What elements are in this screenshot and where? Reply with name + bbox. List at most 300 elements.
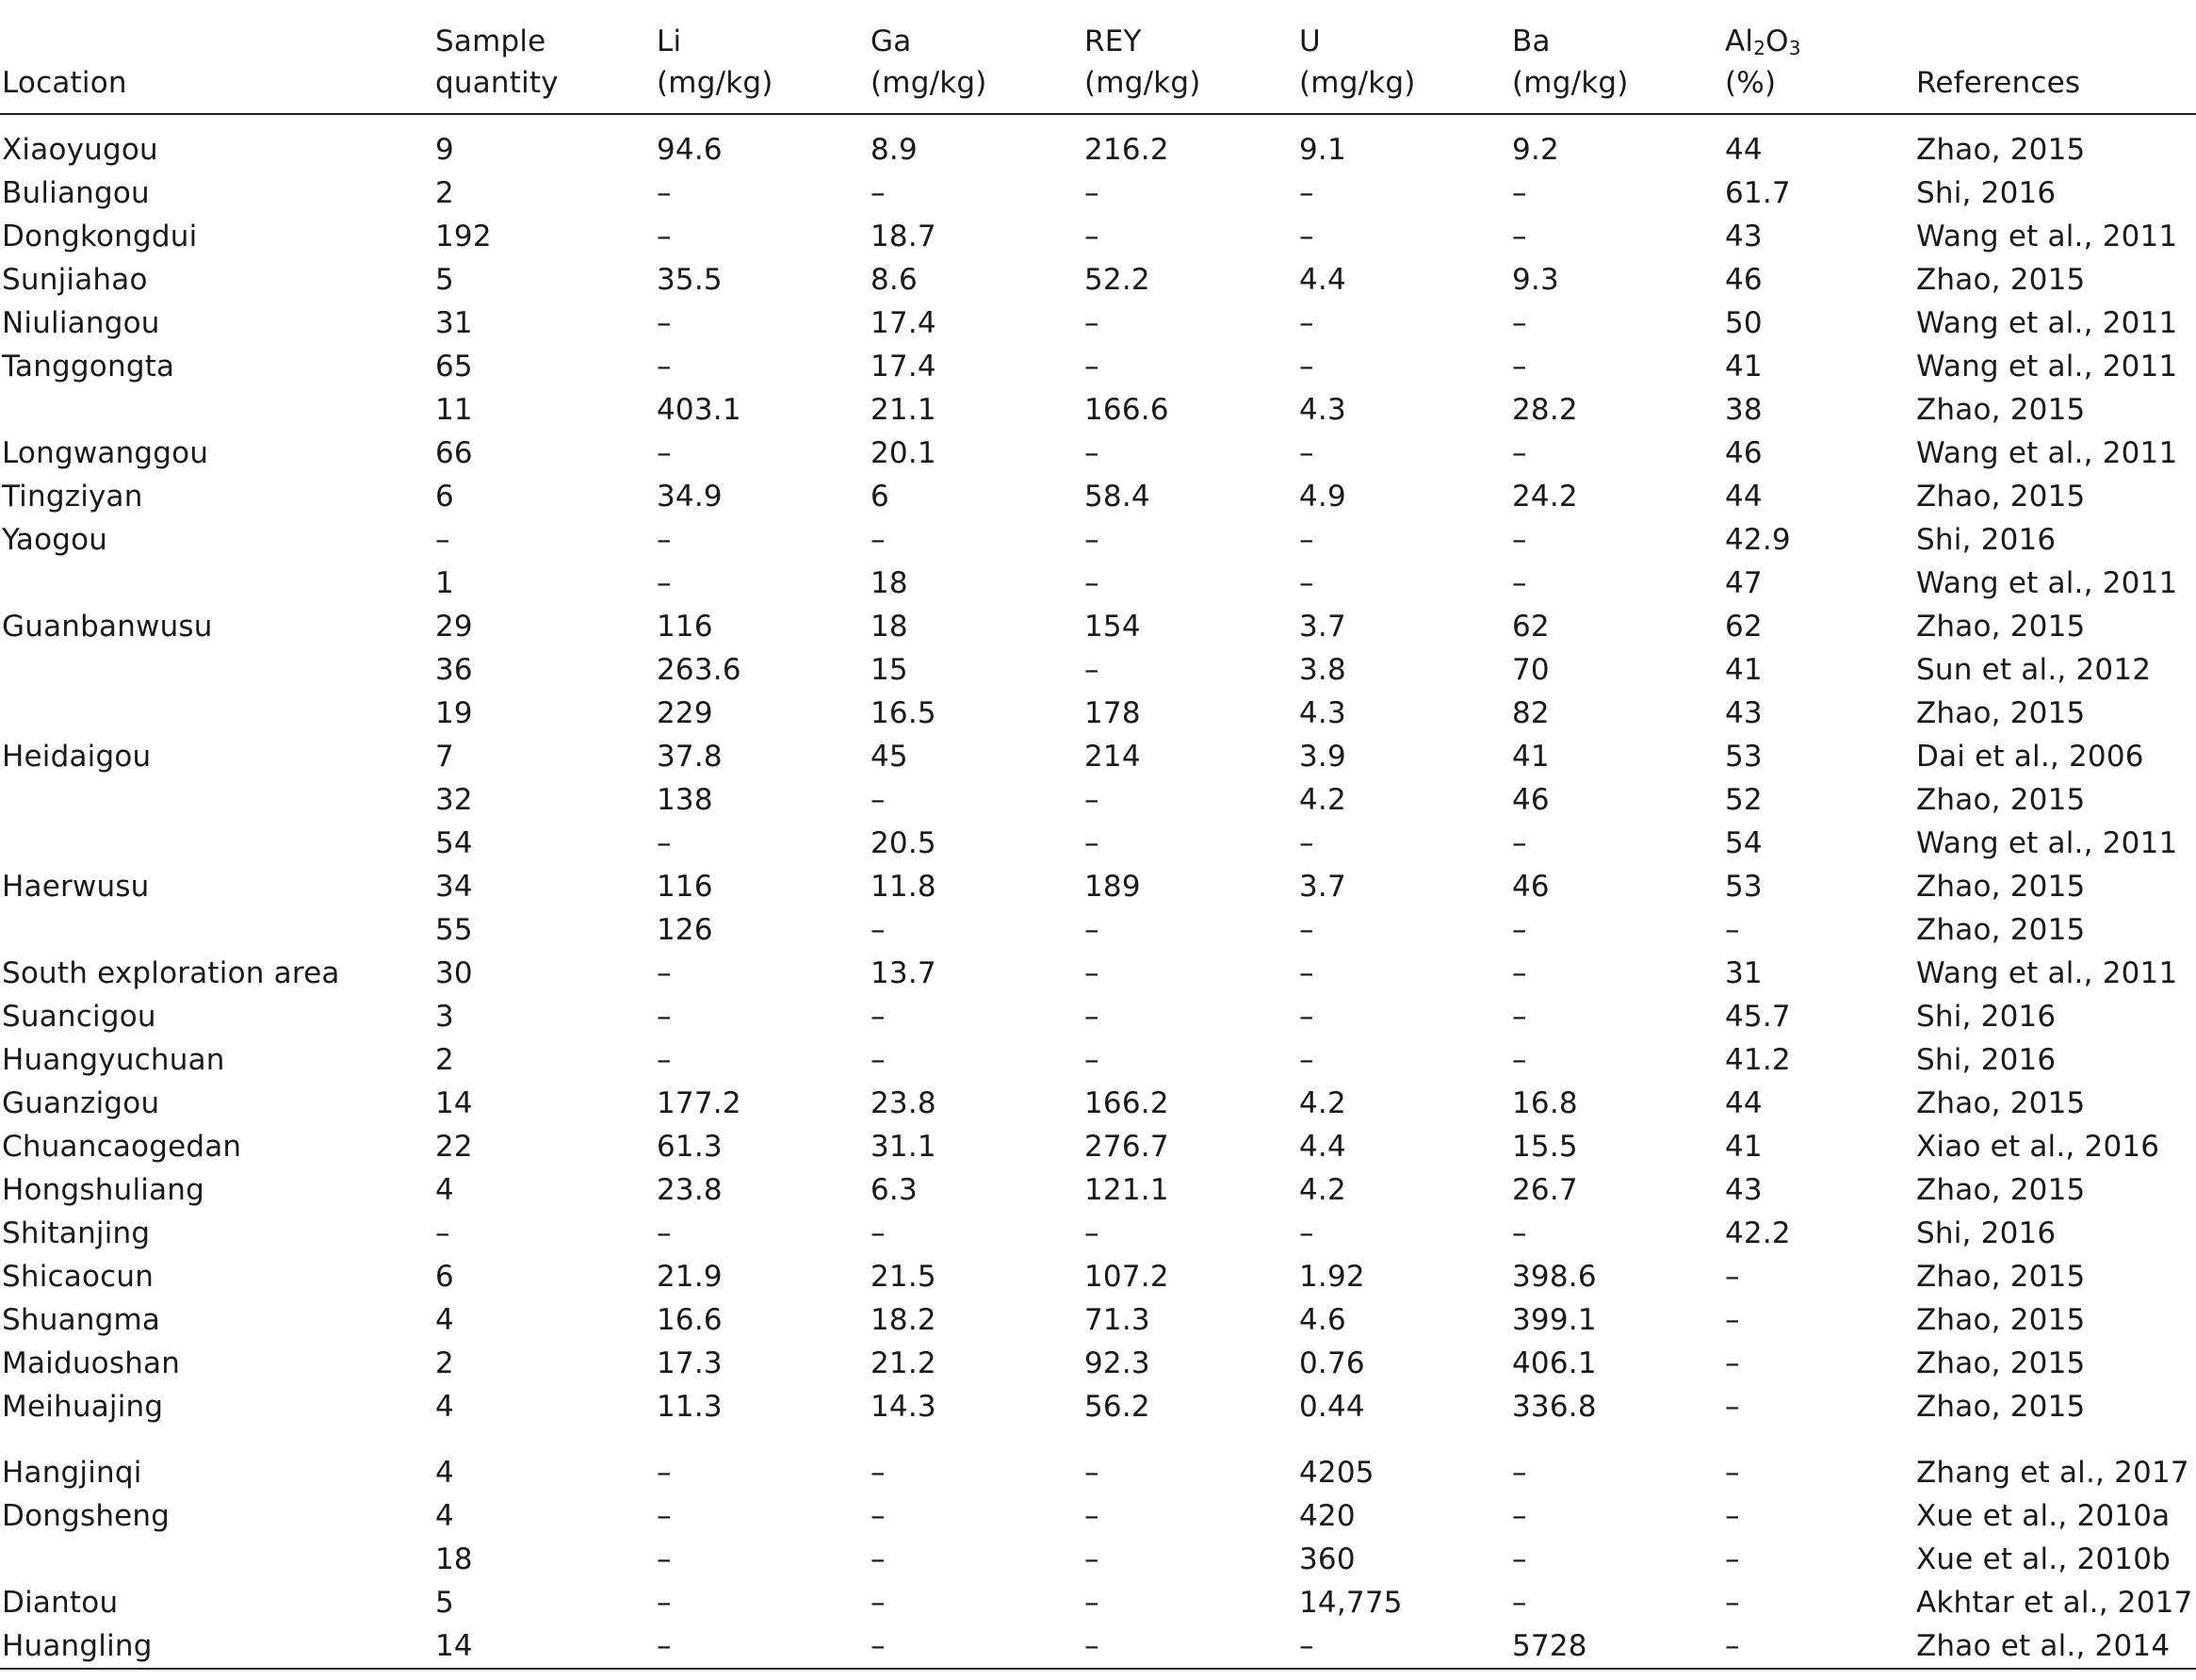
table-bottom-rule bbox=[0, 1668, 2196, 1670]
cell-ba: – bbox=[1512, 1043, 1527, 1077]
cell-sample-quantity: 65 bbox=[435, 350, 473, 383]
cell-al2o3: 42.9 bbox=[1725, 523, 1791, 557]
cell-al2o3: 45.7 bbox=[1725, 1000, 1791, 1034]
table-row bbox=[0, 995, 2196, 1038]
cell-ga: – bbox=[870, 1216, 886, 1250]
cell-reference: Wang et al., 2011 bbox=[1916, 826, 2178, 860]
header-location: Location bbox=[0, 0, 435, 114]
cell-rey: 154 bbox=[1084, 610, 1141, 644]
cell-reference: Xue et al., 2010a bbox=[1916, 1499, 2171, 1533]
cell-location: Diantou bbox=[2, 1586, 119, 1620]
cell-li: – bbox=[657, 956, 672, 990]
table-row bbox=[0, 1342, 2196, 1385]
cell-rey: – bbox=[1084, 350, 1099, 383]
cell-ba: – bbox=[1512, 523, 1527, 557]
cell-u: 0.76 bbox=[1299, 1346, 1365, 1380]
cell-sample-quantity: 14 bbox=[435, 1629, 473, 1663]
cell-sample-quantity: 22 bbox=[435, 1130, 473, 1164]
cell-li: – bbox=[657, 826, 672, 860]
cell-reference: Wang et al., 2011 bbox=[1916, 956, 2178, 990]
cell-ba: – bbox=[1512, 350, 1527, 383]
cell-location bbox=[0, 648, 435, 692]
cell-reference: Wang et al., 2011 bbox=[1916, 436, 2178, 470]
cell-ga: 18.7 bbox=[870, 220, 936, 253]
cell-ba: – bbox=[1512, 1000, 1527, 1034]
cell-rey: 214 bbox=[1084, 740, 1141, 774]
cell-rey: – bbox=[1084, 653, 1099, 687]
cell-reference: Wang et al., 2011 bbox=[1916, 566, 2178, 600]
cell-sample-quantity: 29 bbox=[435, 610, 473, 644]
cell-ga: 20.1 bbox=[870, 436, 936, 470]
cell-rey: 52.2 bbox=[1084, 263, 1150, 297]
cell-location: Huangyuchuan bbox=[2, 1043, 225, 1077]
table-row bbox=[0, 1212, 2196, 1255]
cell-ga: 17.4 bbox=[870, 306, 936, 340]
cell-u: – bbox=[1299, 523, 1314, 557]
cell-location: Guanbanwusu bbox=[2, 610, 213, 644]
cell-al2o3: – bbox=[1725, 1542, 1740, 1576]
cell-sample-quantity: 66 bbox=[435, 436, 473, 470]
cell-reference: Xiao et al., 2016 bbox=[1916, 1130, 2160, 1164]
cell-rey: – bbox=[1084, 1629, 1099, 1663]
cell-location: Guanzigou bbox=[2, 1086, 160, 1120]
cell-u: 9.1 bbox=[1299, 133, 1346, 167]
cell-rey: 276.7 bbox=[1084, 1130, 1169, 1164]
cell-reference: Zhao, 2015 bbox=[1916, 393, 2086, 427]
cell-sample-quantity: 34 bbox=[435, 870, 473, 904]
cell-ba: 82 bbox=[1512, 696, 1550, 730]
cell-ba: 15.5 bbox=[1512, 1130, 1578, 1164]
cell-rey: – bbox=[1084, 956, 1099, 990]
table-row bbox=[0, 1168, 2196, 1212]
cell-rey: – bbox=[1084, 220, 1099, 253]
cell-sample-quantity: 4 bbox=[435, 1456, 454, 1490]
cell-ga: 18 bbox=[870, 566, 908, 600]
cell-sample-quantity: 4 bbox=[435, 1499, 454, 1533]
cell-ba: – bbox=[1512, 306, 1527, 340]
cell-al2o3: 41 bbox=[1725, 350, 1763, 383]
cell-sample-quantity: 192 bbox=[435, 220, 492, 253]
cell-u: 4205 bbox=[1299, 1456, 1375, 1490]
cell-reference: Zhao, 2015 bbox=[1916, 696, 2086, 730]
table-row bbox=[0, 345, 2196, 388]
cell-sample-quantity: 2 bbox=[435, 1043, 454, 1077]
cell-u: 4.2 bbox=[1299, 783, 1346, 817]
table-row bbox=[0, 388, 2196, 432]
cell-rey: 121.1 bbox=[1084, 1173, 1169, 1207]
cell-sample-quantity: 2 bbox=[435, 176, 454, 210]
cell-li: 61.3 bbox=[657, 1130, 723, 1164]
cell-rey: – bbox=[1084, 913, 1099, 947]
cell-li: – bbox=[657, 1542, 672, 1576]
cell-reference: Wang et al., 2011 bbox=[1916, 306, 2178, 340]
cell-location bbox=[0, 822, 435, 865]
cell-u: – bbox=[1299, 913, 1314, 947]
table-header-row bbox=[0, 0, 2196, 114]
cell-sample-quantity: 5 bbox=[435, 263, 454, 297]
cell-ga: – bbox=[870, 1043, 886, 1077]
cell-li: 17.3 bbox=[657, 1346, 723, 1380]
table-row bbox=[0, 1298, 2196, 1342]
cell-reference: Wang et al., 2011 bbox=[1916, 220, 2178, 253]
cell-ga: – bbox=[870, 913, 886, 947]
cell-ga: 14.3 bbox=[870, 1390, 936, 1424]
cell-ba: 24.2 bbox=[1512, 480, 1578, 514]
cell-u: 4.2 bbox=[1299, 1086, 1346, 1120]
cell-li: 34.9 bbox=[657, 480, 723, 514]
cell-u: – bbox=[1299, 350, 1314, 383]
cell-u: 3.7 bbox=[1299, 610, 1346, 644]
cell-al2o3: 43 bbox=[1725, 696, 1763, 730]
cell-li: 229 bbox=[657, 696, 713, 730]
cell-location bbox=[0, 388, 435, 432]
cell-li: – bbox=[657, 436, 672, 470]
cell-al2o3: 52 bbox=[1725, 783, 1763, 817]
cell-rey: 166.2 bbox=[1084, 1086, 1169, 1120]
cell-rey: – bbox=[1084, 436, 1099, 470]
cell-u: 4.2 bbox=[1299, 1173, 1346, 1207]
cell-location: Chuancaogedan bbox=[2, 1130, 242, 1164]
cell-li: 11.3 bbox=[657, 1390, 723, 1424]
cell-location: Maiduoshan bbox=[2, 1346, 181, 1380]
cell-location: Shitanjing bbox=[2, 1216, 151, 1250]
cell-li: 37.8 bbox=[657, 740, 723, 774]
cell-ba: 46 bbox=[1512, 783, 1550, 817]
cell-rey: 58.4 bbox=[1084, 480, 1150, 514]
cell-ba: – bbox=[1512, 1586, 1527, 1620]
cell-ba: 16.8 bbox=[1512, 1086, 1578, 1120]
cell-location: Hangjinqi bbox=[2, 1456, 142, 1490]
cell-reference: Zhao, 2015 bbox=[1916, 783, 2086, 817]
cell-ba: – bbox=[1512, 913, 1527, 947]
table-row bbox=[0, 1385, 2196, 1428]
cell-al2o3: – bbox=[1725, 1346, 1740, 1380]
table-row bbox=[0, 605, 2196, 648]
cell-u: 3.7 bbox=[1299, 870, 1346, 904]
cell-al2o3: – bbox=[1725, 913, 1740, 947]
cell-al2o3: – bbox=[1725, 1629, 1740, 1663]
cell-location: Xiaoyugou bbox=[2, 133, 158, 167]
table-body bbox=[0, 114, 2196, 1668]
cell-reference: Dai et al., 2006 bbox=[1916, 740, 2144, 774]
cell-reference: Zhao, 2015 bbox=[1916, 1390, 2086, 1424]
cell-reference: Zhao, 2015 bbox=[1916, 480, 2086, 514]
cell-li: 263.6 bbox=[657, 653, 741, 687]
cell-al2o3: 44 bbox=[1725, 480, 1763, 514]
cell-sample-quantity: 9 bbox=[435, 133, 454, 167]
cell-sample-quantity: 18 bbox=[435, 1542, 473, 1576]
cell-rey: – bbox=[1084, 523, 1099, 557]
cell-li: – bbox=[657, 350, 672, 383]
cell-ga: 8.9 bbox=[870, 133, 918, 167]
cell-ga: 15 bbox=[870, 653, 908, 687]
cell-ba: 398.6 bbox=[1512, 1260, 1597, 1294]
cell-u: 4.3 bbox=[1299, 696, 1346, 730]
cell-ga: – bbox=[870, 1629, 886, 1663]
cell-rey: – bbox=[1084, 1542, 1099, 1576]
cell-reference: Zhao, 2015 bbox=[1916, 1260, 2086, 1294]
cell-location: Suancigou bbox=[2, 1000, 156, 1034]
cell-rey: – bbox=[1084, 176, 1099, 210]
cell-li: – bbox=[657, 1586, 672, 1620]
cell-al2o3: 44 bbox=[1725, 1086, 1763, 1120]
table-row bbox=[0, 648, 2196, 692]
cell-al2o3: 50 bbox=[1725, 306, 1763, 340]
cell-location: Dongkongdui bbox=[2, 220, 198, 253]
cell-li: – bbox=[657, 1629, 672, 1663]
cell-reference: Zhao, 2015 bbox=[1916, 610, 2086, 644]
cell-al2o3: 47 bbox=[1725, 566, 1763, 600]
cell-ba: – bbox=[1512, 1542, 1527, 1576]
table-row bbox=[0, 822, 2196, 865]
cell-al2o3: 53 bbox=[1725, 870, 1763, 904]
cell-rey: 189 bbox=[1084, 870, 1141, 904]
cell-u: 4.3 bbox=[1299, 393, 1346, 427]
cell-li: 177.2 bbox=[657, 1086, 741, 1120]
table-row bbox=[0, 1428, 2196, 1494]
table-row bbox=[0, 778, 2196, 822]
cell-li: 21.9 bbox=[657, 1260, 723, 1294]
cell-sample-quantity: 30 bbox=[435, 956, 473, 990]
cell-rey: 56.2 bbox=[1084, 1390, 1150, 1424]
cell-reference: Shi, 2016 bbox=[1916, 176, 2057, 210]
cell-li: 94.6 bbox=[657, 133, 723, 167]
cell-location bbox=[0, 562, 435, 605]
cell-li: – bbox=[657, 1000, 672, 1034]
cell-u: 0.44 bbox=[1299, 1390, 1365, 1424]
cell-location: Dongsheng bbox=[2, 1499, 171, 1533]
cell-u: 420 bbox=[1299, 1499, 1356, 1533]
cell-al2o3: – bbox=[1725, 1586, 1740, 1620]
cell-ga: – bbox=[870, 1586, 886, 1620]
table-row bbox=[0, 1082, 2196, 1125]
cell-reference: Zhao, 2015 bbox=[1916, 133, 2086, 167]
cell-reference: Zhao, 2015 bbox=[1916, 870, 2086, 904]
cell-ga: – bbox=[870, 1456, 886, 1490]
cell-u: – bbox=[1299, 956, 1314, 990]
cell-al2o3: 42.2 bbox=[1725, 1216, 1791, 1250]
cell-ba: 26.7 bbox=[1512, 1173, 1578, 1207]
cell-ga: – bbox=[870, 1000, 886, 1034]
cell-location: Haerwusu bbox=[2, 870, 150, 904]
cell-ba: – bbox=[1512, 1216, 1527, 1250]
cell-reference: Zhao, 2015 bbox=[1916, 1303, 2086, 1337]
cell-al2o3: – bbox=[1725, 1260, 1740, 1294]
cell-location: Yaogou bbox=[2, 523, 108, 557]
cell-li: 35.5 bbox=[657, 263, 723, 297]
cell-ba: – bbox=[1512, 956, 1527, 990]
cell-li: – bbox=[657, 1499, 672, 1533]
cell-location bbox=[0, 692, 435, 735]
cell-rey: 92.3 bbox=[1084, 1346, 1150, 1380]
cell-rey: – bbox=[1084, 826, 1099, 860]
cell-location: Longwanggou bbox=[2, 436, 209, 470]
cell-al2o3: 46 bbox=[1725, 436, 1763, 470]
cell-sample-quantity: 11 bbox=[435, 393, 473, 427]
cell-ba: 70 bbox=[1512, 653, 1550, 687]
cell-al2o3: 46 bbox=[1725, 263, 1763, 297]
cell-rey: 166.6 bbox=[1084, 393, 1169, 427]
cell-reference: Shi, 2016 bbox=[1916, 1043, 2057, 1077]
cell-li: – bbox=[657, 1216, 672, 1250]
cell-li: – bbox=[657, 566, 672, 600]
cell-reference: Shi, 2016 bbox=[1916, 1216, 2057, 1250]
cell-al2o3: – bbox=[1725, 1499, 1740, 1533]
header-ga: Ga (mg/kg) bbox=[870, 0, 1084, 114]
cell-rey: 107.2 bbox=[1084, 1260, 1169, 1294]
cell-rey: – bbox=[1084, 1216, 1099, 1250]
cell-location: Hongshuliang bbox=[2, 1173, 204, 1207]
cell-ga: – bbox=[870, 1542, 886, 1576]
cell-al2o3: – bbox=[1725, 1456, 1740, 1490]
cell-ga: 17.4 bbox=[870, 350, 936, 383]
cell-ba: 9.3 bbox=[1512, 263, 1559, 297]
cell-reference: Zhao, 2015 bbox=[1916, 1346, 2086, 1380]
cell-ga: 6.3 bbox=[870, 1173, 918, 1207]
cell-li: – bbox=[657, 176, 672, 210]
cell-reference: Zhao, 2015 bbox=[1916, 913, 2086, 947]
cell-li: 126 bbox=[657, 913, 713, 947]
cell-location bbox=[0, 1538, 435, 1581]
cell-sample-quantity: 6 bbox=[435, 480, 454, 514]
cell-rey: – bbox=[1084, 1000, 1099, 1034]
cell-ga: 18 bbox=[870, 610, 908, 644]
cell-li: 23.8 bbox=[657, 1173, 723, 1207]
cell-reference: Xue et al., 2010b bbox=[1916, 1542, 2172, 1576]
table-row bbox=[0, 475, 2196, 518]
cell-ga: – bbox=[870, 176, 886, 210]
cell-location: Tingziyan bbox=[2, 480, 143, 514]
table-row bbox=[0, 518, 2196, 562]
cell-location: Heidaigou bbox=[2, 740, 152, 774]
cell-location: Shicaocun bbox=[2, 1260, 155, 1294]
cell-reference: Sun et al., 2012 bbox=[1916, 653, 2152, 687]
cell-li: 16.6 bbox=[657, 1303, 723, 1337]
cell-reference: Zhao, 2015 bbox=[1916, 1173, 2086, 1207]
cell-location: Sunjiahao bbox=[2, 263, 148, 297]
table-row bbox=[0, 114, 2196, 171]
cell-ga: 18.2 bbox=[870, 1303, 936, 1337]
cell-u: 4.4 bbox=[1299, 263, 1346, 297]
cell-al2o3: 41 bbox=[1725, 1130, 1763, 1164]
cell-sample-quantity: 36 bbox=[435, 653, 473, 687]
cell-al2o3: 41 bbox=[1725, 653, 1763, 687]
cell-rey: – bbox=[1084, 1499, 1099, 1533]
cell-u: – bbox=[1299, 306, 1314, 340]
header-al2o3: $Al_2O_3$ (%) bbox=[1725, 0, 1916, 114]
cell-ba: – bbox=[1512, 566, 1527, 600]
cell-al2o3: 38 bbox=[1725, 393, 1763, 427]
table-row bbox=[0, 1125, 2196, 1168]
cell-al2o3: 62 bbox=[1725, 610, 1763, 644]
cell-li: 116 bbox=[657, 610, 713, 644]
header-sample-quantity: Sample quantity bbox=[435, 0, 657, 114]
cell-ga: 23.8 bbox=[870, 1086, 936, 1120]
table-row bbox=[0, 171, 2196, 215]
cell-ga: 11.8 bbox=[870, 870, 936, 904]
table-row bbox=[0, 562, 2196, 605]
cell-ga: – bbox=[870, 1499, 886, 1533]
cell-ga: 45 bbox=[870, 740, 908, 774]
cell-al2o3: – bbox=[1725, 1390, 1740, 1424]
cell-ba: 62 bbox=[1512, 610, 1550, 644]
cell-ga: 8.6 bbox=[870, 263, 918, 297]
cell-location bbox=[0, 908, 435, 952]
cell-reference: Shi, 2016 bbox=[1916, 523, 2057, 557]
cell-al2o3: 54 bbox=[1725, 826, 1763, 860]
table-row bbox=[0, 1624, 2196, 1668]
cell-sample-quantity: 55 bbox=[435, 913, 473, 947]
cell-sample-quantity: 32 bbox=[435, 783, 473, 817]
cell-ba: – bbox=[1512, 176, 1527, 210]
cell-ga: – bbox=[870, 783, 886, 817]
cell-sample-quantity: 3 bbox=[435, 1000, 454, 1034]
table-row bbox=[0, 258, 2196, 302]
cell-sample-quantity: 14 bbox=[435, 1086, 473, 1120]
table-row bbox=[0, 432, 2196, 475]
cell-ba: – bbox=[1512, 436, 1527, 470]
cell-li: 403.1 bbox=[657, 393, 741, 427]
cell-sample-quantity: 6 bbox=[435, 1260, 454, 1294]
cell-reference: Zhao, 2015 bbox=[1916, 263, 2086, 297]
cell-u: – bbox=[1299, 566, 1314, 600]
cell-location: Niuliangou bbox=[2, 306, 160, 340]
cell-sample-quantity: – bbox=[435, 523, 450, 557]
cell-sample-quantity: – bbox=[435, 1216, 450, 1250]
cell-u: 3.9 bbox=[1299, 740, 1346, 774]
cell-ga: 21.1 bbox=[870, 393, 936, 427]
cell-sample-quantity: 54 bbox=[435, 826, 473, 860]
cell-rey: – bbox=[1084, 1586, 1099, 1620]
cell-li: 138 bbox=[657, 783, 713, 817]
cell-li: – bbox=[657, 306, 672, 340]
cell-ga: 6 bbox=[870, 480, 889, 514]
cell-li: 116 bbox=[657, 870, 713, 904]
cell-u: 360 bbox=[1299, 1542, 1356, 1576]
cell-ga: 13.7 bbox=[870, 956, 936, 990]
cell-reference: Shi, 2016 bbox=[1916, 1000, 2057, 1034]
table-row bbox=[0, 1581, 2196, 1624]
cell-u: – bbox=[1299, 826, 1314, 860]
cell-ga: – bbox=[870, 523, 886, 557]
cell-reference: Akhtar et al., 2017 bbox=[1916, 1586, 2193, 1620]
cell-ga: 21.5 bbox=[870, 1260, 936, 1294]
cell-u: 3.8 bbox=[1299, 653, 1346, 687]
cell-li: – bbox=[657, 523, 672, 557]
header-references: References bbox=[1916, 0, 2196, 114]
cell-sample-quantity: 2 bbox=[435, 1346, 454, 1380]
table-row bbox=[0, 908, 2196, 952]
cell-location: Buliangou bbox=[2, 176, 150, 210]
cell-li: – bbox=[657, 220, 672, 253]
table-row bbox=[0, 1255, 2196, 1298]
cell-rey: – bbox=[1084, 783, 1099, 817]
table-row bbox=[0, 1038, 2196, 1082]
cell-al2o3: 53 bbox=[1725, 740, 1763, 774]
cell-u: 4.4 bbox=[1299, 1130, 1346, 1164]
table-row bbox=[0, 215, 2196, 258]
cell-ba: 406.1 bbox=[1512, 1346, 1597, 1380]
cell-u: – bbox=[1299, 1216, 1314, 1250]
cell-ga: 20.5 bbox=[870, 826, 936, 860]
cell-u: – bbox=[1299, 220, 1314, 253]
cell-rey: 71.3 bbox=[1084, 1303, 1150, 1337]
table-row bbox=[0, 735, 2196, 778]
header-u: U (mg/kg) bbox=[1299, 0, 1512, 114]
cell-ba: – bbox=[1512, 826, 1527, 860]
cell-al2o3: 44 bbox=[1725, 133, 1763, 167]
header-ba: Ba (mg/kg) bbox=[1512, 0, 1725, 114]
